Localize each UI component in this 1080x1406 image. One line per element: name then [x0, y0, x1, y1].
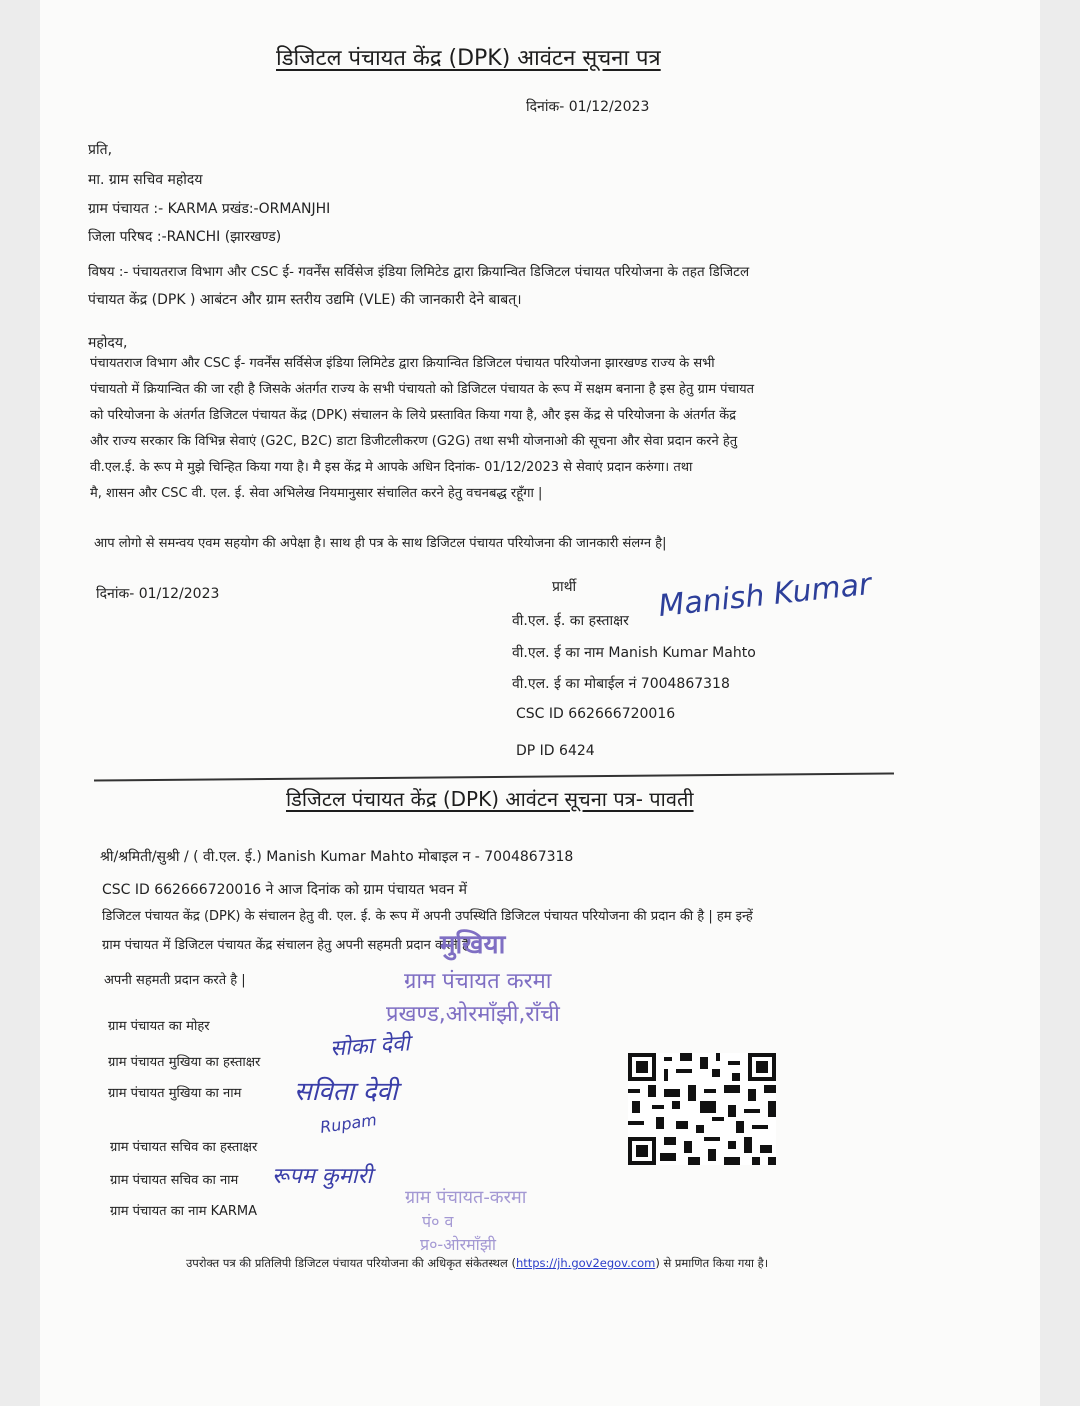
panchayat-name-label: ग्राम पंचायत का नाम KARMA	[110, 1204, 257, 1219]
vle-name-line: वी.एल. ई का नाम Manish Kumar Mahto	[512, 645, 756, 661]
mukhiya-signature-label: ग्राम पंचायत मुखिया का हस्ताक्षर	[108, 1055, 261, 1070]
receipt-line-4: ग्राम पंचायत में डिजिटल पंचायत केंद्र संचालन हेतु अपनी सहमती प्रदान करते है	[102, 938, 469, 953]
section-divider	[94, 773, 894, 782]
body-line-1: पंचायतराज विभाग और CSC ई- गवर्नेंस सर्विसेज इंडिया लिमिटेड द्वारा क्रियान्वित डिजिटल पंचायत परियोजना झारखण्ड राज्य के सभी	[90, 356, 715, 371]
address-line-2: ग्राम पंचायत :- KARMA प्रखंड:-ORMANJHI	[88, 201, 331, 217]
stamp-mukhiya-title: मुखिया	[440, 930, 506, 960]
csc-id-line: CSC ID 662666720016	[516, 706, 676, 722]
body-line-2: पंचायतो में क्रियान्वित की जा रही है जिसके अंतर्गत राज्य के सभी पंचायतो को डिजिटल पंचायत के रूप में सक्षम बनाना है इस हेतु ग्राम पंचायत	[90, 382, 755, 397]
body-line-6: मै, शासन और CSC वी. एल. ई. सेवा अभिलेख नियमानुसार संचालित करने हेतु वचनबद्ध रहूँगा |	[90, 486, 543, 501]
mukhiya-name-label: ग्राम पंचायत मुखिया का नाम	[108, 1086, 242, 1101]
stamp-mukhiya-line-2: ग्राम पंचायत करमा	[404, 969, 552, 994]
certification-suffix: ) से प्रमाणित किया गया है।	[655, 1256, 769, 1270]
certification-link[interactable]: https://jh.gov2egov.com	[515, 1256, 656, 1270]
subject-line-2: पंचायत केंद्र (DPK ) आबंटन और ग्राम स्तरीय उद्यमि (VLE) की जानकारी देने बाबत्।	[88, 292, 522, 308]
receipt-title: डिजिटल पंचायत केंद्र (DPK) आवंटन सूचना पत्र- पावती	[286, 787, 694, 811]
receipt-line-1: श्री/श्रमिती/सुश्री / ( वी.एल. ई.) Manish Kumar Mahto मोबाइल न - 7004867318	[100, 849, 574, 865]
subject-line-1: विषय :- पंचायतराज विभाग और CSC ई- गवर्नेंस सर्विसेज इंडिया लिमिटेड द्वारा क्रियान्वित डिजिटल पंचायत परियोजना के तहत डिजिटल	[88, 264, 750, 280]
secretary-name-handwritten: रूपम कुमारी	[272, 1164, 373, 1189]
document-date: दिनांक- 01/12/2023	[526, 99, 650, 115]
secretary-name-label: ग्राम पंचायत सचिव का नाम	[110, 1173, 239, 1188]
stamp-secretary-line-2: पं० व	[422, 1212, 454, 1231]
secretary-signature-label: ग्राम पंचायत सचिव का हस्ताक्षर	[110, 1140, 258, 1155]
dp-id-line: DP ID 6424	[516, 743, 595, 759]
address-line-3: जिला परिषद :-RANCHI (झारखण्ड)	[88, 229, 282, 245]
salutation: महोदय,	[88, 335, 128, 351]
certification-note	[186, 1256, 768, 1271]
to-line: प्रति,	[88, 142, 113, 158]
secretary-signature: Rupam	[318, 1110, 378, 1137]
certification-prefix: उपरोक्त पत्र की प्रतिलिपी डिजिटल पंचायत परियोजना की अधिकृत संकेतस्थल (	[186, 1256, 516, 1270]
vle-signature: Manish Kumar	[656, 566, 873, 625]
stamp-secretary-line-1: ग्राम पंचायत-करमा	[405, 1187, 527, 1208]
vle-mobile-line: वी.एल. ई का मोबाईल नं 7004867318	[512, 676, 730, 692]
body-line-3: को परियोजना के अंतर्गत डिजिटल पंचायत केंद्र (DPK) संचालन के लिये प्रस्तावित किया गया है, और इस केंद्र से परियोजना के अंतर्गत केंद्र	[90, 408, 737, 423]
document-title: डिजिटल पंचायत केंद्र (DPK) आवंटन सूचना पत्र	[276, 46, 661, 71]
receipt-line-3: डिजिटल पंचायत केंद्र (DPK) के संचालन हेतु वी. एल. ई. के रूप में अपनी उपस्थिति डिजिटल पंचायत परियोजना की प्रदान की है | हम इन्हें	[102, 909, 753, 924]
receipt-line-5: अपनी सहमती प्रदान करते है |	[104, 973, 246, 988]
stamp-secretary-line-3: प्र०-ओरमाँझी	[420, 1235, 497, 1254]
qr-code	[628, 1053, 776, 1165]
applicant-label: प्रार्थी	[552, 579, 577, 595]
mukhiya-signature: सोका देवी	[329, 1031, 411, 1062]
address-line-1: मा. ग्राम सचिव महोदय	[88, 172, 203, 188]
footer-date: दिनांक- 01/12/2023	[96, 586, 220, 602]
vle-signature-label: वी.एल. ई. का हस्ताक्षर	[512, 613, 629, 629]
seal-label: ग्राम पंचायत का मोहर	[108, 1019, 210, 1034]
receipt-line-2: CSC ID 662666720016 ने आज दिनांक को ग्राम पंचायत भवन में	[102, 882, 468, 898]
closing-line: आप लोगो से समन्वय एवम सहयोग की अपेक्षा है। साथ ही पत्र के साथ डिजिटल पंचायत परियोजना की जानकारी संलग्न है|	[94, 536, 667, 551]
letter-sheet	[40, 0, 1040, 1406]
body-line-4: और राज्य सरकार कि विभिन्न सेवाएं (G2C, B2C) डाटा डिजीटलीकरण (G2G) तथा सभी योजनाओ की सूचना और सेवा प्रदान करने हेतु	[90, 434, 738, 449]
stamp-mukhiya-line-3: प्रखण्ड,ओरमाँझी,राँची	[386, 1002, 560, 1027]
body-line-5: वी.एल.ई. के रूप मे मुझे चिन्हित किया गया है। मै इस केंद्र मे आपके अधिन दिनांक- 01/12/2023 से सेवाएं प्रदान करुंगा। तथा	[90, 460, 693, 475]
mukhiya-name-handwritten: सविता देवी	[294, 1077, 398, 1107]
